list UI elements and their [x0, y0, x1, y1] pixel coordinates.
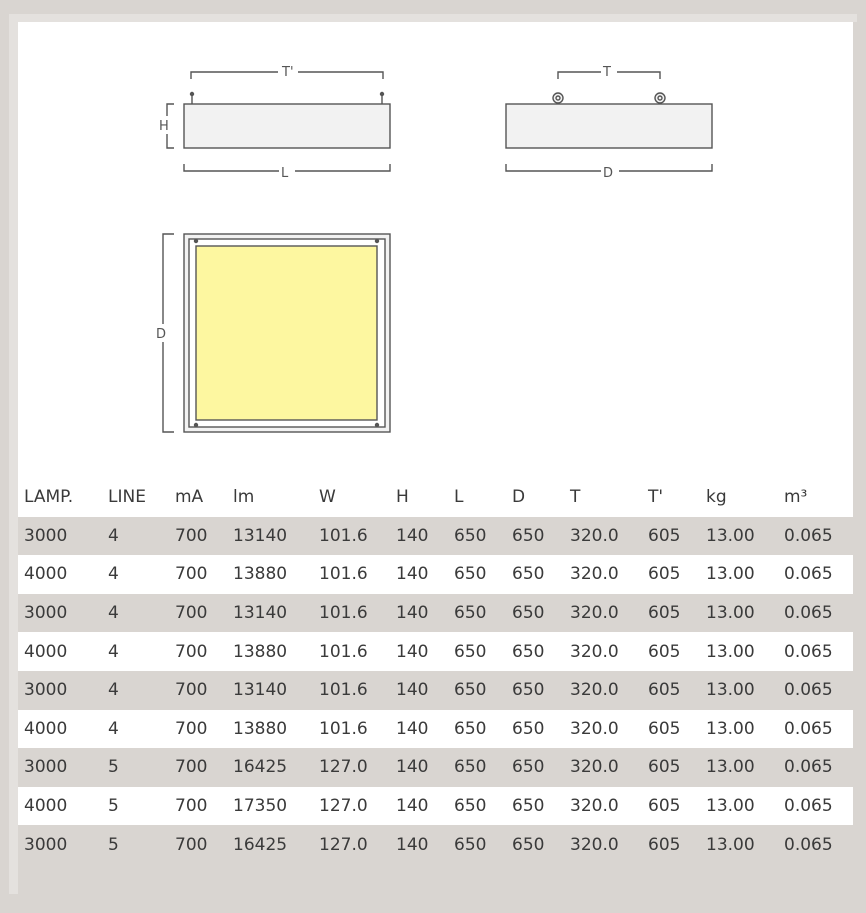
table-cell: 3000: [24, 757, 68, 778]
table-cell: 4: [108, 564, 119, 585]
table-cell: 13140: [233, 680, 288, 701]
table-cell: 0.065: [784, 757, 833, 778]
table-row: [18, 594, 853, 633]
table-cell: 101.6: [319, 718, 368, 739]
table-cell: 140: [396, 680, 429, 701]
table-cell: 605: [648, 796, 681, 817]
table-cell: 4000: [24, 641, 68, 662]
table-row: [18, 632, 853, 671]
table-cell: 16425: [233, 834, 288, 855]
table-cell: 0.065: [784, 718, 833, 739]
label-t: T: [603, 65, 611, 80]
table-body: [18, 517, 853, 864]
table-cell: 320.0: [570, 641, 619, 662]
header-h: H: [396, 487, 409, 508]
front-body: [184, 104, 390, 148]
table-cell: 650: [454, 680, 487, 701]
header-l: L: [454, 487, 464, 508]
table-cell: 13.00: [706, 796, 755, 817]
label-d-side: D: [603, 166, 614, 181]
table-cell: 320.0: [570, 603, 619, 624]
table-cell: 650: [512, 603, 545, 624]
table-cell: 13.00: [706, 834, 755, 855]
table-cell: 700: [175, 718, 208, 739]
table-cell: 13.00: [706, 641, 755, 662]
table-cell: 0.065: [784, 564, 833, 585]
table-cell: 650: [454, 603, 487, 624]
ring-left: [553, 93, 563, 103]
table-cell: 700: [175, 603, 208, 624]
table-cell: 4: [108, 641, 119, 662]
table-cell: 650: [454, 525, 487, 546]
label-l: L: [281, 166, 289, 181]
header-line: LINE: [108, 487, 146, 508]
spec-table: [18, 478, 853, 864]
frame-top: [9, 14, 857, 22]
table-cell: 17350: [233, 796, 288, 817]
label-t-prime: T': [282, 65, 294, 80]
table-cell: 4000: [24, 718, 68, 739]
table-cell: 605: [648, 641, 681, 662]
table-cell: 0.065: [784, 796, 833, 817]
table-cell: 650: [512, 718, 545, 739]
table-row: [18, 555, 853, 594]
table-cell: 13880: [233, 641, 288, 662]
table-cell: 605: [648, 525, 681, 546]
table-cell: 4: [108, 680, 119, 701]
table-cell: 700: [175, 757, 208, 778]
table-cell: 650: [454, 564, 487, 585]
table-cell: 5: [108, 834, 119, 855]
table-cell: 605: [648, 757, 681, 778]
table-cell: 13.00: [706, 525, 755, 546]
table-cell: 5: [108, 796, 119, 817]
table-cell: 127.0: [319, 757, 368, 778]
table-cell: 140: [396, 796, 429, 817]
table-cell: 700: [175, 641, 208, 662]
table-row: [18, 748, 853, 787]
table-cell: 13.00: [706, 757, 755, 778]
light-panel: [196, 246, 377, 420]
table-cell: 3000: [24, 834, 68, 855]
table-cell: 700: [175, 525, 208, 546]
table-cell: 4: [108, 603, 119, 624]
header-lamp: LAMP.: [24, 487, 74, 508]
table-cell: 605: [648, 834, 681, 855]
table-cell: 13.00: [706, 603, 755, 624]
header-lm: lm: [233, 487, 255, 508]
table-cell: 4000: [24, 796, 68, 817]
table-cell: 650: [454, 641, 487, 662]
table-cell: 127.0: [319, 796, 368, 817]
table-cell: 4: [108, 525, 119, 546]
table-cell: 3000: [24, 680, 68, 701]
table-cell: 0.065: [784, 525, 833, 546]
table-cell: 16425: [233, 757, 288, 778]
table-cell: 700: [175, 834, 208, 855]
table-cell: 4000: [24, 564, 68, 585]
header-w: W: [319, 487, 336, 508]
table-cell: 13.00: [706, 718, 755, 739]
header-kg: kg: [706, 487, 727, 508]
table-cell: 320.0: [570, 718, 619, 739]
side-view: [506, 72, 712, 171]
table-cell: 3000: [24, 603, 68, 624]
table-cell: 650: [512, 834, 545, 855]
table-cell: 140: [396, 525, 429, 546]
table-cell: 320.0: [570, 834, 619, 855]
table-cell: 13880: [233, 564, 288, 585]
table-row: [18, 671, 853, 710]
table-cell: 13.00: [706, 680, 755, 701]
table-cell: 650: [512, 564, 545, 585]
label-d-top: D: [156, 327, 167, 342]
table-cell: 5: [108, 757, 119, 778]
table-cell: 140: [396, 641, 429, 662]
table-cell: 650: [454, 834, 487, 855]
header-t: T: [570, 487, 581, 508]
table-row: [18, 825, 853, 864]
drawing-card: [18, 22, 853, 478]
table-cell: 140: [396, 564, 429, 585]
table-cell: 650: [512, 641, 545, 662]
table-cell: 101.6: [319, 680, 368, 701]
table-cell: 320.0: [570, 796, 619, 817]
table-cell: 140: [396, 718, 429, 739]
header-d: D: [512, 487, 526, 508]
header-t-prime: T': [648, 487, 664, 508]
table-cell: 700: [175, 680, 208, 701]
table-cell: 320.0: [570, 564, 619, 585]
front-view: [167, 72, 390, 171]
table-cell: 605: [648, 564, 681, 585]
table-cell: 650: [454, 718, 487, 739]
frame-left: [9, 14, 18, 894]
table-cell: 0.065: [784, 834, 833, 855]
table-cell: 320.0: [570, 525, 619, 546]
table-cell: 605: [648, 718, 681, 739]
table-cell: 605: [648, 680, 681, 701]
ring-right: [655, 93, 665, 103]
table-cell: 700: [175, 796, 208, 817]
table-cell: 127.0: [319, 834, 368, 855]
table-cell: 101.6: [319, 603, 368, 624]
table-cell: 0.065: [784, 641, 833, 662]
table-row: [18, 517, 853, 556]
table-cell: 650: [454, 796, 487, 817]
label-h: H: [159, 119, 169, 134]
table-row: [18, 787, 853, 826]
table-cell: 700: [175, 564, 208, 585]
table-cell: 3000: [24, 525, 68, 546]
table-row: [18, 710, 853, 749]
technical-drawing: [18, 22, 853, 478]
table-cell: 13140: [233, 603, 288, 624]
table-cell: 650: [512, 525, 545, 546]
table-cell: 4: [108, 718, 119, 739]
header-m3: m³: [784, 487, 808, 508]
table-cell: 101.6: [319, 641, 368, 662]
table-cell: 605: [648, 603, 681, 624]
side-body: [506, 104, 712, 148]
table-header-row: [18, 478, 853, 517]
table-cell: 101.6: [319, 525, 368, 546]
table-cell: 140: [396, 757, 429, 778]
table-cell: 140: [396, 834, 429, 855]
top-view: [163, 234, 390, 432]
table-cell: 320.0: [570, 757, 619, 778]
table-cell: 13140: [233, 525, 288, 546]
table-cell: 320.0: [570, 680, 619, 701]
table-cell: 140: [396, 603, 429, 624]
table-cell: 0.065: [784, 680, 833, 701]
table-cell: 13.00: [706, 564, 755, 585]
table-cell: 0.065: [784, 603, 833, 624]
header-ma: mA: [175, 487, 204, 508]
table-cell: 650: [512, 680, 545, 701]
table-cell: 101.6: [319, 564, 368, 585]
table-cell: 650: [454, 757, 487, 778]
table-cell: 650: [512, 757, 545, 778]
table-cell: 13880: [233, 718, 288, 739]
table-cell: 650: [512, 796, 545, 817]
